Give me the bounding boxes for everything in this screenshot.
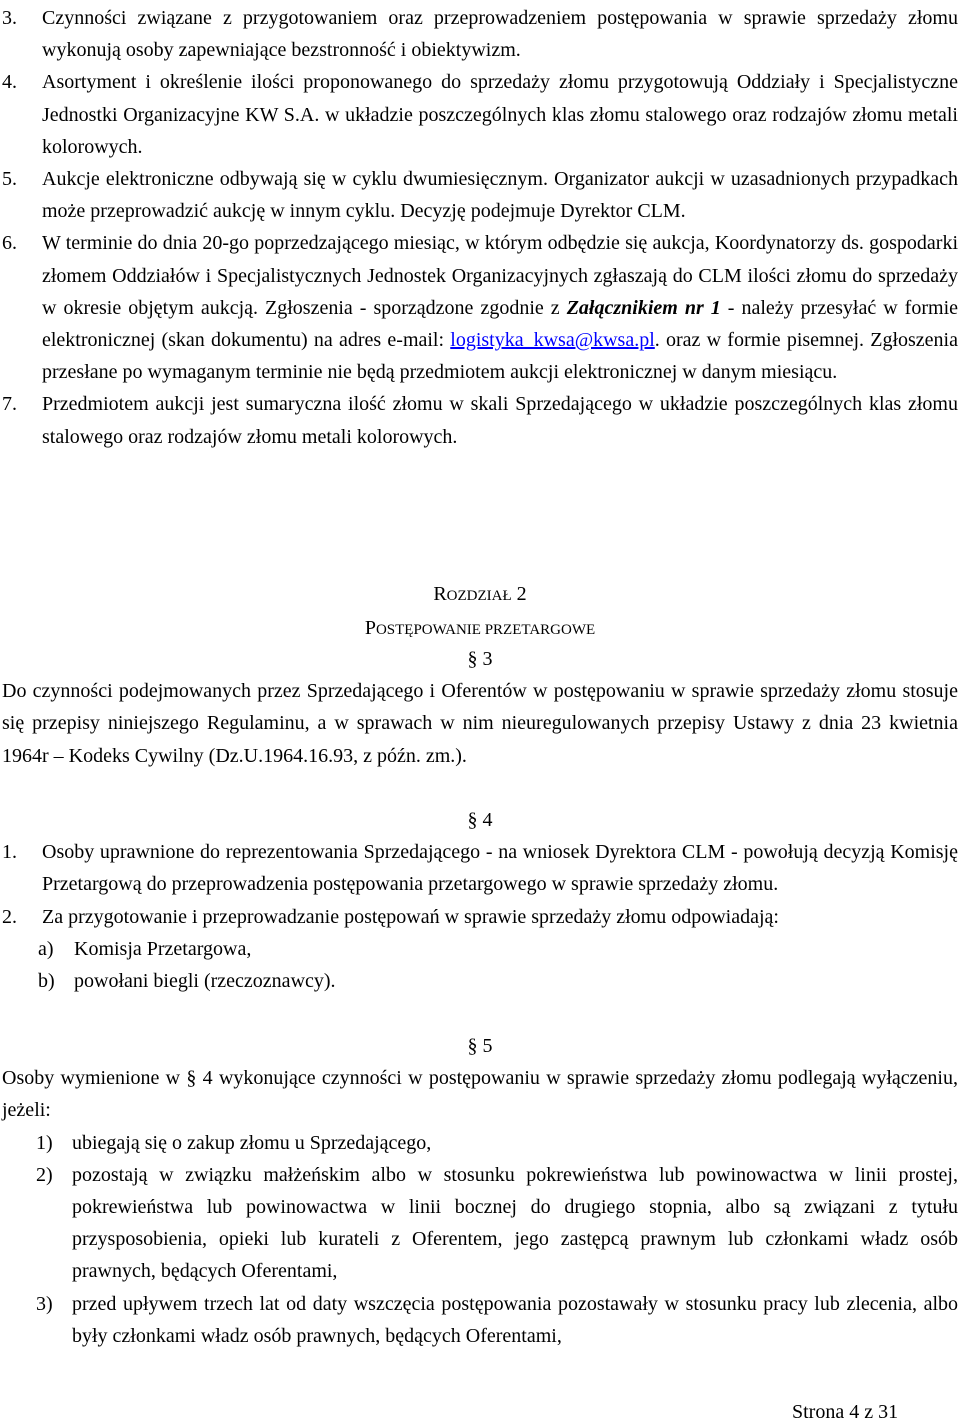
chapter-title-rest: OZDZIAŁ [446,588,512,604]
chapter-subtitle [0,612,960,646]
section-4 [0,804,960,997]
section-3-text: Do czynności podejmowanych przez Sprzedającego i Oferentów w postępowaniu w sprawie sprzedaży złomu stosuje się przepisy niniejszego Regulaminu, a w sprawach w nim nieuregulowanych przepisy Ustawy z dnia 23 kwietnia 1964r – Kodeks Cywilny (Dz.U.1964.16.93, z późn. zm.). [2,680,958,767]
item-text: Aukcje elektroniczne odbywają się w cyklu dwumiesięcznym. Organizator aukcji w uzasadnionych przypadkach może przeprowadzić aukcję w innym cyklu. Decyzję podejmuje Dyrektor CLM. [42,168,958,223]
subitem-letter: a) [38,937,54,960]
item-text: Za przygotowanie i przeprowadzanie postępowań w sprawie sprzedaży złomu odpowiadają: [42,905,779,928]
item-number: 2) [36,1163,53,1186]
chapter-title [0,578,960,612]
subitem-text: Komisja Przetargowa, [74,937,252,960]
attachment-reference: Załącznikiem nr 1 [566,296,721,319]
page-number: Strona 4 z 31 [792,1401,899,1423]
item-number: 3. [2,7,17,29]
item-text: ubiegają się o zakup złomu u Sprzedającego, [72,1131,432,1154]
chapter-subtitle-initial: P [364,617,376,640]
item-text: Czynności związane z przygotowaniem oraz przeprowadzeniem postępowania w sprawie sprzedaży złomu wykonują osoby zapewniające bezstronność i obiektywizm. [42,7,958,62]
subitem-letter: b) [38,970,55,993]
chapter-heading [0,578,960,646]
section-mark: § 4 [467,809,493,831]
chapter-subtitle-rest: OSTĘPOWANIE PRZETARGOWE [375,622,596,639]
section-mark: § 5 [467,1035,493,1057]
item-number: 7. [2,393,17,416]
item-text-part2: - należy przesyłać w formie elektronicznej (skan dokumentu) na adres e-mail: [42,296,958,352]
item-text: przed upływem trzech lat od daty wszczęcia postępowania pozostawały w stosunku pracy lub zlecenia, albo były członkami władz osób prawnych, będących Oferentami, [72,1292,958,1347]
item-number: 5. [2,168,17,191]
section-mark: § 3 [467,648,493,670]
section-4-item-1 [0,836,958,900]
list-item-6 [0,227,958,388]
section-5 [0,1030,960,1352]
subitem-text: powołani biegli (rzeczoznawcy). [74,970,336,993]
email-link[interactable]: logistyka_kwsa@kwsa.pl [450,329,655,352]
list-item-3 [0,2,958,66]
section-5-intro: Osoby wymienione w § 4 wykonujące czynności w postępowaniu w sprawie sprzedaży złomu podlegają wyłączeniu, jeżeli: [2,1067,958,1122]
section-5-item-2 [0,1159,958,1288]
item-number: 6. [2,232,17,255]
list-item-4 [0,66,958,163]
section-4-subitem-a [0,933,958,965]
item-number: 2. [2,905,17,928]
section-5-item-3 [0,1288,958,1352]
item-number: 4. [2,71,17,94]
item-number: 1) [36,1131,53,1154]
item-text: pozostają w związku małżeńskim albo w stosunku pokrewieństwa lub powinowactwa w linii prostej, pokrewieństwa lub powinowactwa w linii bocznej do drugiego stopnia, albo są związani z tytułu przysposobienia, opieki lub kurateli z Oferentem, jego zastępcą prawnym lub członkami władz osób prawnych, będących Oferentami, [72,1163,958,1283]
item-text-part1: W terminie do dnia 20-go poprzedzającego miesiąc, w którym odbędzie się aukcja, Koordynatorzy ds. gospodarki złomem Oddziałów i Specjalistycznych Jednostek Organizacyjnych zgłaszają do CLM ilości złomu do sprzedaży w okresie objętym aukcją. Zgłoszenia - sporządzone zgodnie z [42,232,958,319]
section-4-subitem-b [0,965,958,997]
item-text: Asortyment i określenie ilości proponowanego do sprzedaży złomu przygotowują Oddziały i Specjalistyczne Jednostki Organizacyjne KW S.A. w układzie poszczególnych klas złomu stalowego oraz rodzajów złomu metali kolorowych. [42,71,958,158]
section-3 [0,643,960,772]
item-text: Osoby uprawnione do reprezentowania Sprzedającego - na wniosek Dyrektora CLM - powołują decyzją Komisję Przetargową do przeprowadzenia postępowania przetargowego w sprawie sprzedaży złomu. [42,841,958,896]
item-text: Przedmiotem aukcji jest sumaryczna ilość złomu w skali Sprzedającego w układzie poszczególnych klas złomu stalowego oraz rodzajów złomu metali kolorowych. [42,393,958,448]
list-item-7 [0,388,958,452]
chapter-number: 2 [511,583,527,605]
section-5-item-1 [0,1127,958,1159]
item-text-part3: . oraz w formie pisemnej. Zgłoszenia przesłane po wymaganym terminie nie będą przedmiotem aukcji elektronicznej w danym miesiącu. [42,329,958,384]
numbered-list-top [0,2,960,453]
section-4-item-2 [0,901,958,933]
list-item-5 [0,163,958,227]
item-number: 3) [36,1292,53,1315]
item-number: 1. [2,841,17,864]
chapter-title-initial: R [433,583,447,605]
